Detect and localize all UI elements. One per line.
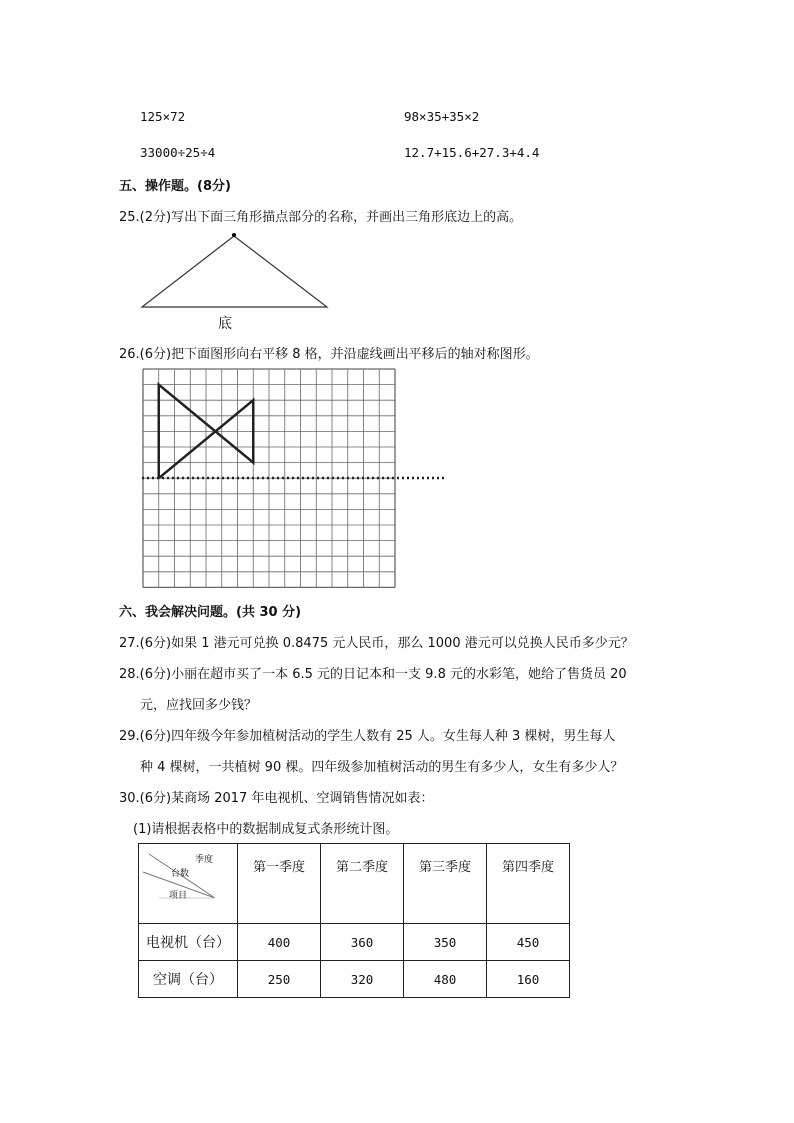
apex-point [232, 233, 236, 237]
triangle-figure [142, 233, 327, 307]
cell: 480 [404, 961, 487, 998]
table-row [139, 961, 570, 998]
base-label: 底 [218, 316, 232, 332]
question-27: 27.(6分)如果 1 港元可兑换 0.8475 元人民币，那么 1000 港元可以兑换人民币多少元？ [119, 636, 634, 651]
cell: 360 [321, 924, 404, 961]
corner-label-item: 项目 [169, 891, 188, 901]
calc-c: 33000÷25÷4 [140, 145, 216, 160]
row-label: 空调（台） [139, 961, 238, 998]
table-row [139, 924, 570, 961]
cell: 350 [404, 924, 487, 961]
cell: 450 [487, 924, 570, 961]
section-6-heading: 六、我会解决问题。(共 30 分) [119, 605, 302, 620]
question-28-line2: 元，应找回多少钱？ [140, 698, 258, 713]
corner-label-season: 季度 [195, 855, 214, 865]
cell: 160 [487, 961, 570, 998]
corner-label-count: 台数 [171, 869, 190, 879]
question-25: 25.(2分)写出下面三角形描点部分的名称，并画出三角形底边上的高。 [119, 210, 523, 225]
question-26: 26.(6分)把下面图形向右平移 8 格，并沿虚线画出平移后的轴对称图形。 [119, 347, 539, 362]
calc-b: 98×35+35×2 [404, 109, 480, 124]
cell: 250 [238, 961, 321, 998]
question-29-line2: 种 4 棵树，一共植树 90 棵。四年级参加植树活动的男生有多少人，女生有多少人？ [140, 760, 624, 775]
section-5-heading: 五、操作题。(8分) [119, 179, 231, 194]
cell: 400 [238, 924, 321, 961]
calc-d: 12.7+15.6+27.3+4.4 [404, 145, 540, 160]
sales-table [138, 843, 570, 998]
calc-a: 125×72 [140, 109, 186, 124]
header-q1: 第一季度 [238, 844, 321, 924]
table-corner-cell [139, 844, 238, 924]
question-30: 30.(6分)某商场 2017 年电视机、空调销售情况如表： [119, 791, 434, 806]
question-30-part1: (1)请根据表格中的数据制成复式条形统计图。 [133, 822, 399, 837]
cell: 320 [321, 961, 404, 998]
row-label: 电视机（台） [139, 924, 238, 961]
question-28-line1: 28.(6分)小丽在超市买了一本 6.5 元的日记本和一支 9.8 元的水彩笔，她给了售货员 20 [119, 667, 627, 682]
header-q3: 第三季度 [404, 844, 487, 924]
header-q2: 第二季度 [321, 844, 404, 924]
header-q4: 第四季度 [487, 844, 570, 924]
question-29-line1: 29.(6分)四年级今年参加植树活动的学生人数有 25 人。女生每人种 3 棵树，男生每人 [119, 729, 616, 744]
